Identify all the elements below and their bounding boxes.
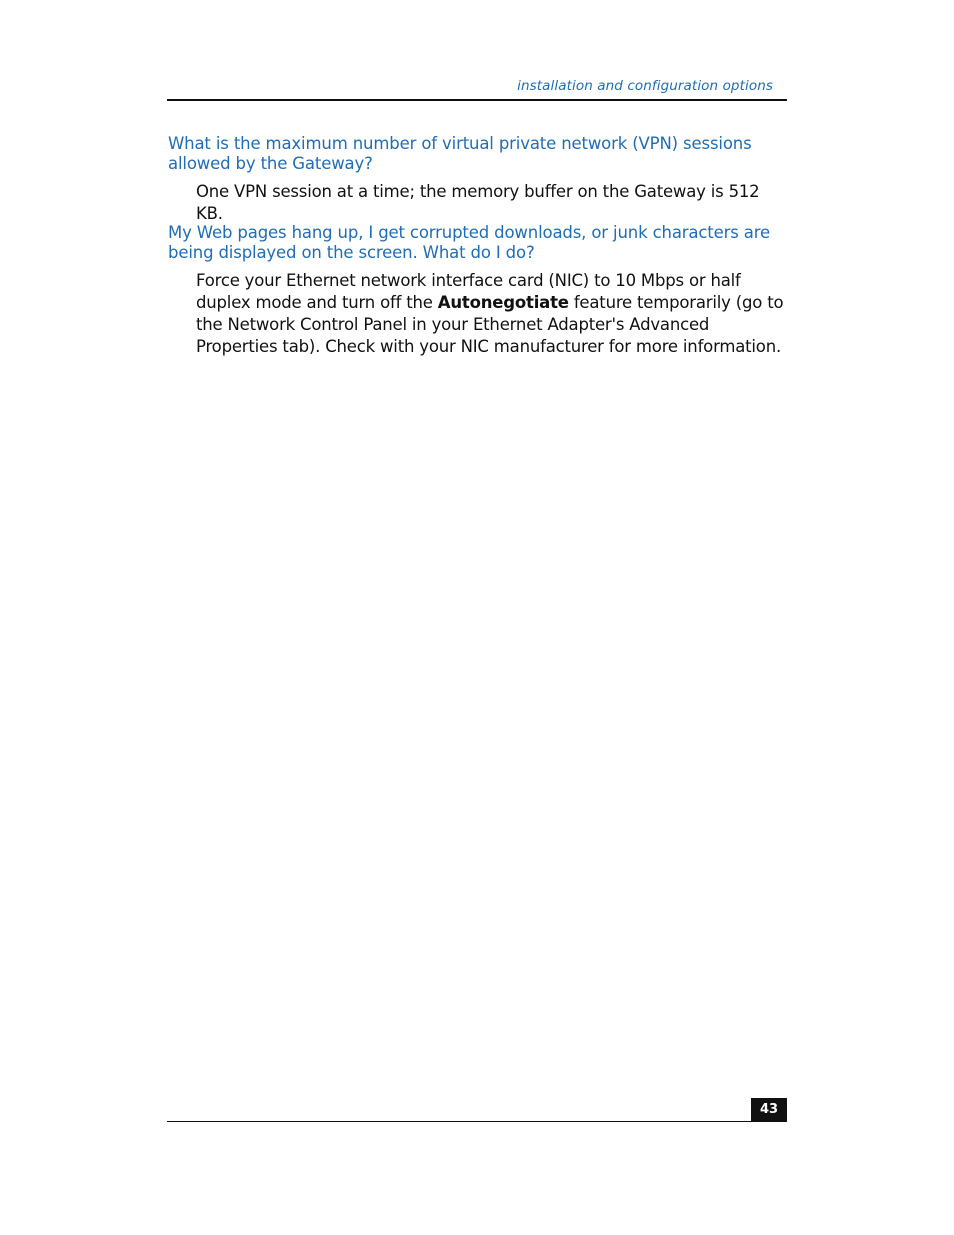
header-rule bbox=[167, 99, 787, 101]
autonegotiate-term: Autonegotiate bbox=[437, 293, 569, 312]
page-number: 43 bbox=[751, 1098, 787, 1122]
faq-answer-2 bbox=[196, 270, 788, 358]
faq-answer-2-text-start: Force your Ethernet network interface card (NIC) to 10 Mbps or half duplex mode and turn off the bbox=[196, 271, 741, 312]
faq-question-2: My Web pages hang up, I get corrupted downloads, or junk characters are being displayed on the screen. What do I do? bbox=[168, 223, 771, 262]
running-header: installation and configuration options bbox=[517, 78, 773, 94]
footer-rule bbox=[167, 1121, 787, 1122]
faq-answer-1: One VPN session at a time; the memory buffer on the Gateway is 512 KB. bbox=[196, 182, 760, 223]
faq-question-1: What is the maximum number of virtual private network (VPN) sessions allowed by the Gateway? bbox=[168, 134, 752, 173]
faq-answer-2-text-end: feature temporarily (go to the Network Control Panel in your Ethernet Adapter's Advanced Properties tab). Check with your NIC manufacturer for more information. bbox=[196, 293, 784, 356]
